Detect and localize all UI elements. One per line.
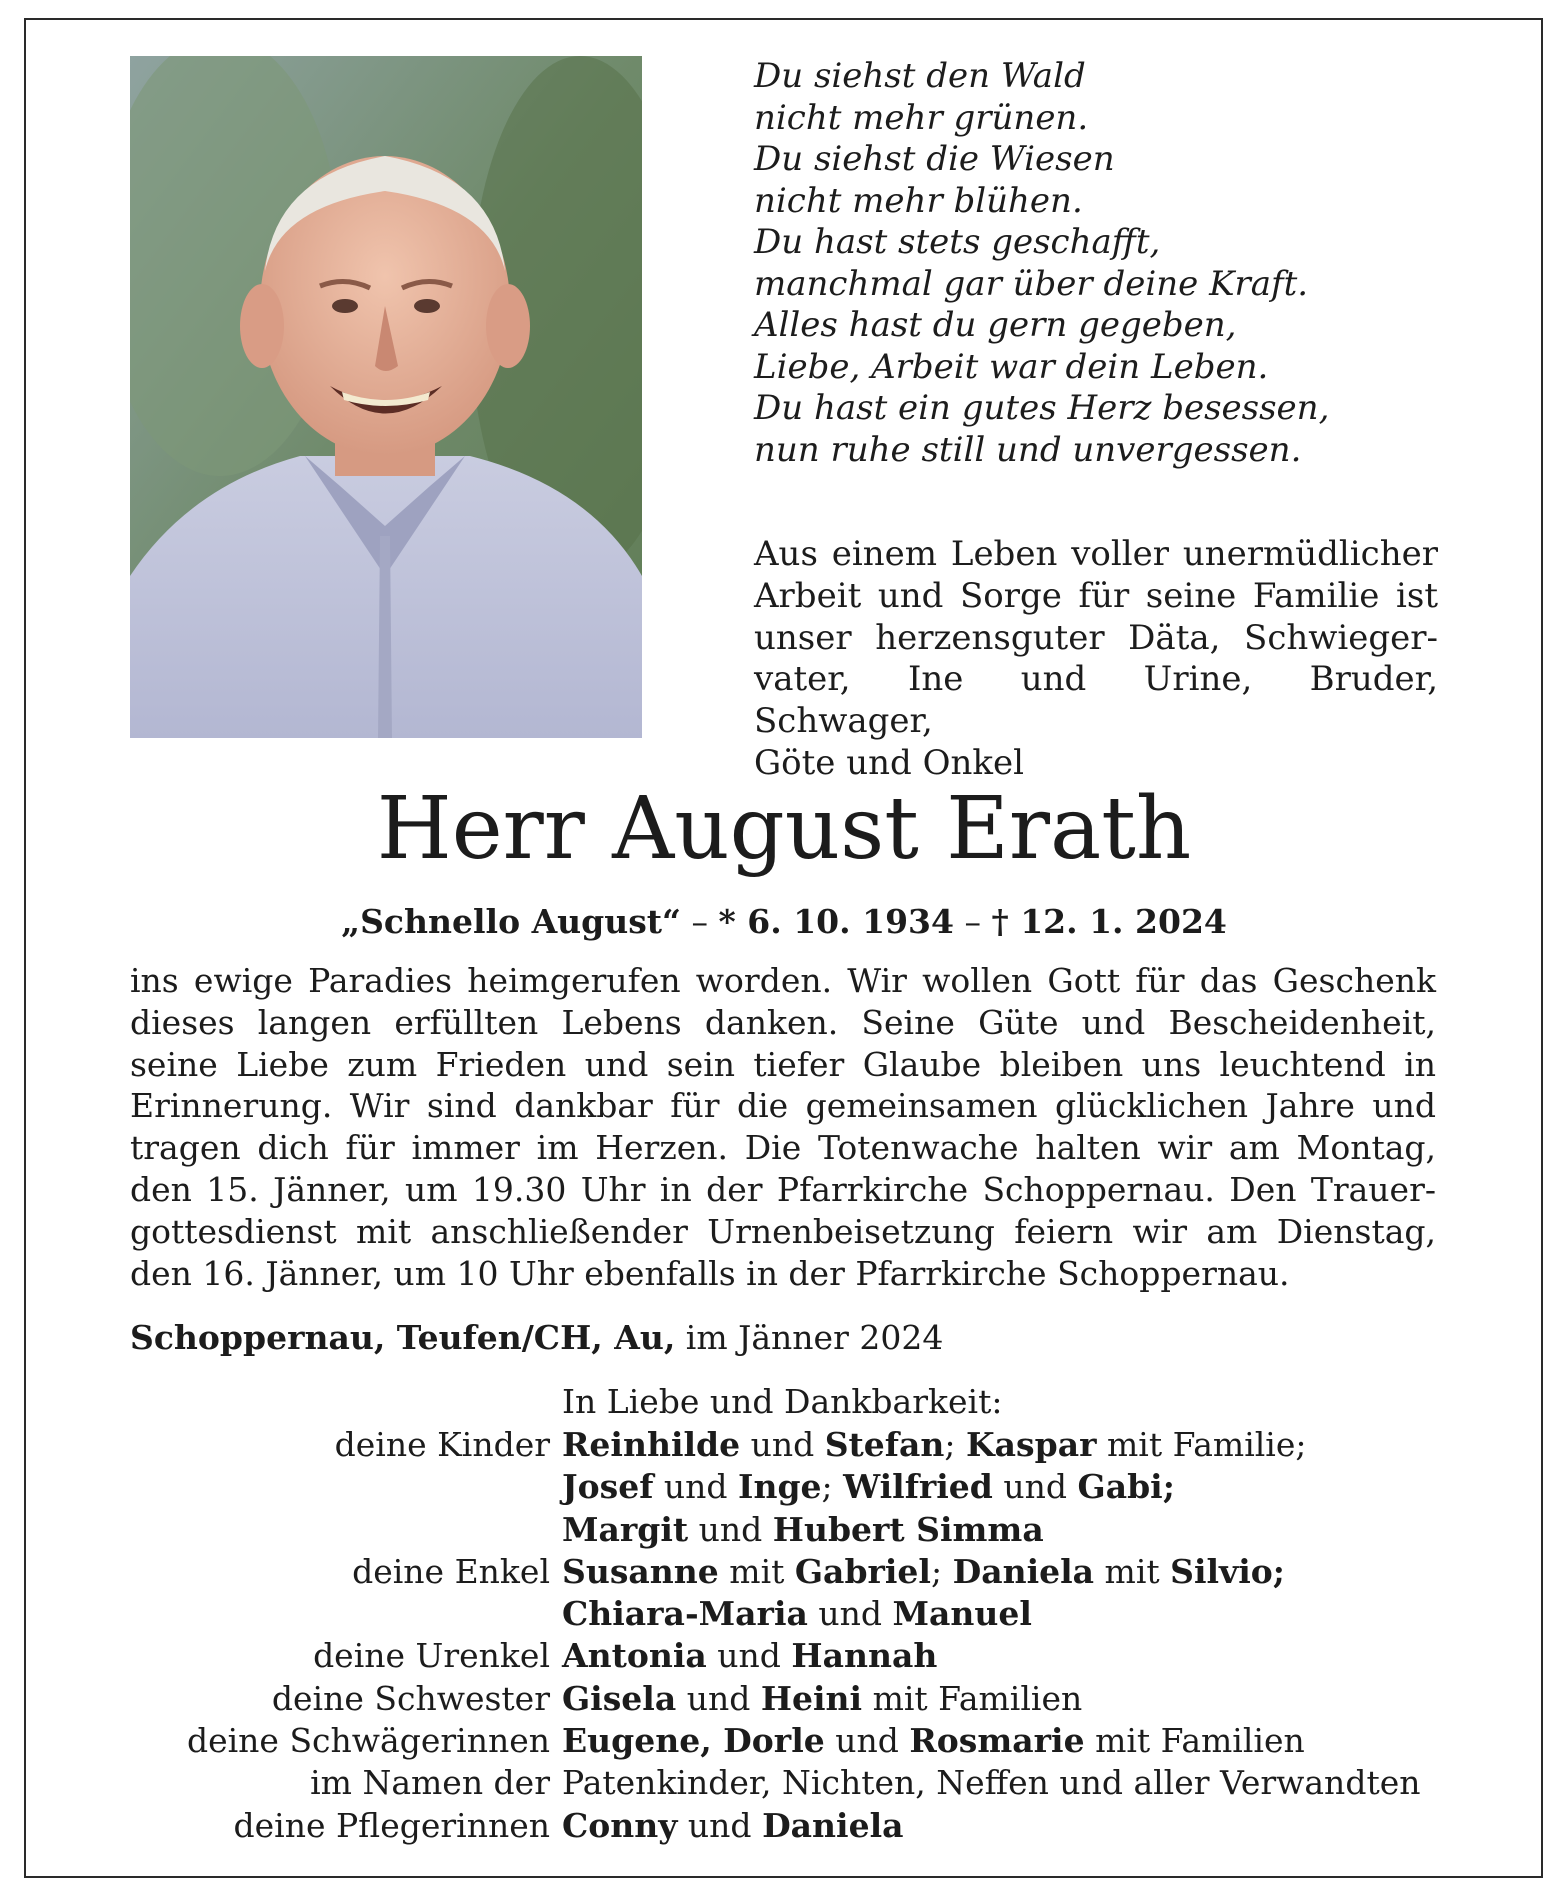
connector-text: mit (1094, 1551, 1171, 1591)
connector-text: und (653, 1467, 739, 1507)
connector-text: mit Familien (862, 1678, 1083, 1718)
mourner-relation (130, 1466, 562, 1508)
mourner-row (130, 1635, 1470, 1677)
connector-text: und (677, 1805, 763, 1845)
connector-text: mit (718, 1551, 795, 1591)
mourner-name: Hubert Simma (772, 1509, 1044, 1549)
place-date-line (130, 1316, 943, 1360)
mourner-row (130, 1509, 1470, 1551)
connector-text: und (706, 1636, 792, 1676)
mourner-relation (130, 1593, 562, 1635)
separator: – (681, 902, 719, 941)
mourner-name: Heini (760, 1678, 863, 1718)
mourner-name: Inge (738, 1467, 822, 1507)
mourner-name: Gabi; (1077, 1467, 1175, 1507)
mourner-names (562, 1424, 1307, 1466)
connector-text: und (688, 1509, 773, 1549)
mourner-row (130, 1720, 1470, 1762)
mourner-row (130, 1678, 1470, 1720)
mourner-row (130, 1551, 1470, 1593)
life-dates (130, 900, 1438, 944)
mourner-name: Josef (562, 1467, 654, 1507)
mourner-relation: im Namen der (310, 1763, 550, 1803)
mourner-name: Daniela (952, 1551, 1095, 1591)
mourner-row (130, 1424, 1470, 1466)
body-line: ins ewige Paradies heimgerufen worden. Wir wollen Gott für das Geschenk (130, 961, 1436, 1000)
intro-paragraph (754, 534, 1438, 785)
mourner-name: Manuel (892, 1594, 1032, 1634)
mourners-list (130, 1424, 1470, 1847)
intro-line: Aus einem Leben voller unermüdlicher (754, 534, 1438, 574)
intro-line: Göte und Onkel (754, 742, 1024, 783)
mourner-relation: deine Pflegerinnen (233, 1805, 550, 1845)
mourner-name: Antonia (562, 1636, 707, 1676)
poem-line: nicht mehr blühen. (754, 180, 1083, 221)
poem-line: Du siehst den Wald (754, 56, 1086, 96)
mourner-relation: deine Kinder (334, 1425, 550, 1464)
mourner-relation: deine Urenkel (313, 1636, 550, 1676)
mourner-name: Kaspar (965, 1425, 1097, 1464)
mourner-row (130, 1762, 1470, 1804)
mourner-names (562, 1678, 1082, 1720)
mourner-name: Gabriel (794, 1551, 931, 1591)
connector-text: und (740, 1425, 825, 1464)
connector-text: ; (930, 1551, 953, 1591)
poem-line: Du hast ein gutes Herz besessen, (754, 388, 1330, 428)
poem-line: nicht mehr grünen. (754, 97, 1089, 138)
connector-text: mit Familie; (1096, 1425, 1307, 1464)
mourner-names (562, 1762, 1420, 1804)
body-line: tragen dich für immer im Herzen. Die Totenwache halten wir am Montag, (130, 1128, 1436, 1168)
mourner-relation: deine Enkel (352, 1551, 550, 1591)
mourner-relation: deine Schwägerinnen (186, 1721, 550, 1761)
mourner-name: Reinhilde (562, 1425, 741, 1464)
connector-text: mit Familien (1084, 1721, 1305, 1761)
separator: – (953, 902, 992, 941)
mourner-row (130, 1466, 1470, 1508)
mourner-relation: deine Schwester (271, 1678, 550, 1718)
body-line: dieses langen erfüllten Lebens danken. Seine Güte und Bescheidenheit, (130, 1002, 1436, 1042)
deceased-name: Herr August Erath (376, 779, 1192, 879)
poem-line: Liebe, Arbeit war dein Leben. (754, 346, 1269, 387)
intro-line: Arbeit und Sorge für seine Familie ist (754, 575, 1438, 616)
body-line: den 15. Jänner, um 19.30 Uhr in der Pfarrkirche Schoppernau. Den Trauer- (130, 1169, 1436, 1209)
mourner-name: Susanne (562, 1551, 719, 1591)
body-line: den 16. Jänner, um 10 Uhr ebenfalls in der Pfarrkirche Schoppernau. (130, 1253, 1290, 1293)
month-year: im Jänner 2024 (675, 1318, 944, 1357)
mourner-names (562, 1509, 1044, 1551)
intro-line: unser herzensguter Däta, Schwieger- (754, 617, 1438, 658)
mourner-name: Stefan (824, 1425, 945, 1464)
connector-text: und (676, 1678, 761, 1718)
mourner-name: Gisela (562, 1678, 677, 1718)
connector-text: Patenkinder, Nichten, Neffen und aller Verwandten (562, 1763, 1421, 1803)
places: Schoppernau, Teufen/CH, Au, (130, 1318, 676, 1357)
body-line: seine Liebe zum Frieden und sein tiefer Glaube bleiben uns leuchtend in (130, 1044, 1436, 1084)
mourner-name: Hannah (791, 1636, 938, 1676)
connector-text: und (992, 1467, 1078, 1507)
nickname: „Schnello August“ (341, 902, 682, 941)
mourner-name: Silvio; (1170, 1551, 1285, 1591)
thanks-line: In Liebe und Dankbarkeit: (562, 1382, 1003, 1421)
mourner-name: Wilfried (843, 1467, 993, 1507)
mourner-row (130, 1805, 1470, 1847)
mourner-relation (130, 1509, 562, 1551)
mourner-row (130, 1593, 1470, 1635)
body-line: gottesdienst mit anschließender Urnenbeisetzung feiern wir am Dienstag, (130, 1211, 1436, 1251)
mourner-names (562, 1805, 904, 1847)
intro-line: vater, Ine und Urine, Bruder, Schwager, (754, 659, 1438, 742)
birth-date: * 6. 10. 1934 (718, 902, 954, 941)
poem-line: Du siehst die Wiesen (754, 139, 1115, 179)
poem-line: manchmal gar über deine Kraft. (754, 263, 1309, 304)
body-paragraph (130, 960, 1436, 1294)
mourner-name: Conny (562, 1805, 678, 1845)
portrait-photo (130, 56, 642, 738)
poem-line: nun ruhe still und unvergessen. (754, 429, 1302, 470)
poem-line: Alles hast du gern gegeben, (754, 305, 1237, 345)
mourner-name: Eugene, Dorle (562, 1721, 825, 1761)
mourner-name: Margit (562, 1509, 689, 1549)
connector-text: ; (944, 1425, 966, 1464)
body-line: Erinnerung. Wir sind dankbar für die gemeinsamen glücklichen Jahre und (130, 1086, 1436, 1126)
mourner-name: Daniela (762, 1805, 904, 1845)
connector-text: und (807, 1594, 893, 1634)
poem-line: Du hast stets geschafft, (754, 222, 1161, 262)
mourner-name: Chiara-Maria (562, 1594, 808, 1634)
connector-text: und (824, 1721, 910, 1761)
poem (754, 56, 1474, 471)
mourner-names (562, 1593, 1032, 1635)
mourner-names (562, 1720, 1305, 1762)
mourner-names (562, 1635, 937, 1677)
mourner-name: Rosmarie (909, 1721, 1085, 1761)
death-date: † 12. 1. 2024 (991, 902, 1227, 941)
mourner-names (562, 1466, 1175, 1508)
connector-text: ; (821, 1467, 844, 1507)
mourner-names (562, 1551, 1285, 1593)
